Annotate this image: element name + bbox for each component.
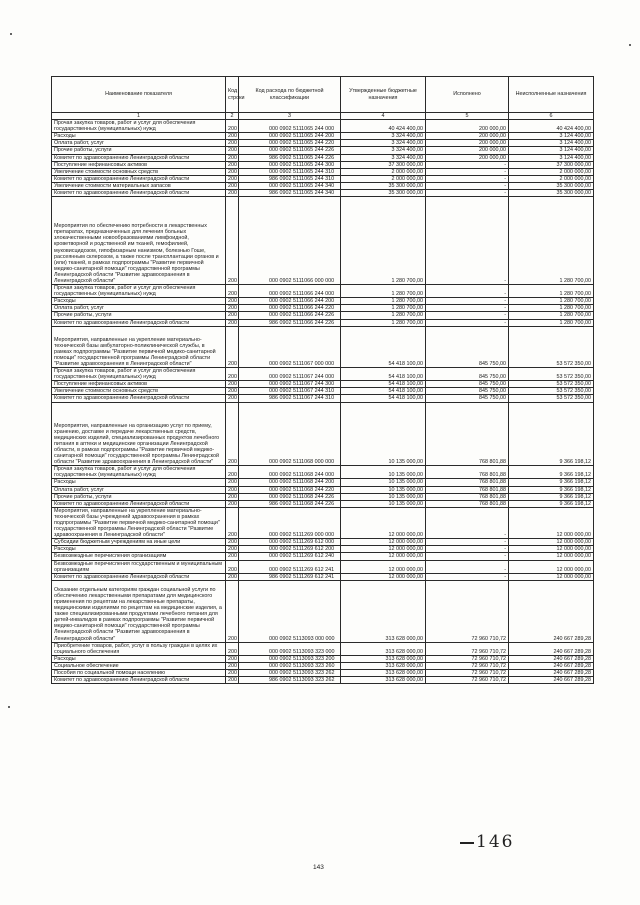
row-executed: 72 960 710,72	[426, 677, 509, 684]
row-approved: 1 280 700,00	[341, 312, 426, 319]
row-code: 200	[226, 388, 239, 395]
row-unexecuted: 40 424 400,00	[509, 120, 594, 133]
row-code: 200	[226, 298, 239, 305]
row-executed: 72 960 710,72	[426, 580, 509, 642]
header-code: Код строки	[226, 77, 239, 113]
row-kbk: 000 0902 5111066 244 000	[239, 285, 341, 298]
column-number-row	[52, 113, 594, 120]
row-approved: 35 300 000,00	[341, 182, 426, 189]
row-unexecuted: 240 667 289,28	[509, 580, 594, 642]
header-kbk: Код расхода по бюджетной классификации	[239, 77, 341, 113]
table-row	[52, 670, 594, 677]
row-executed: 845 750,00	[426, 388, 509, 395]
row-code: 200	[226, 402, 239, 466]
page-number: 143	[313, 864, 324, 871]
row-name: Расходы	[52, 655, 226, 662]
header-unexecuted: Неисполненные назначения	[509, 77, 594, 113]
row-name: Прочие работы, услуги	[52, 147, 226, 154]
row-code: 200	[226, 319, 239, 326]
table-row	[52, 493, 594, 500]
colnum: 1	[52, 113, 226, 120]
row-approved: 10 135 000,00	[341, 466, 426, 479]
row-unexecuted: 1 280 700,00	[509, 305, 594, 312]
row-approved: 10 135 000,00	[341, 486, 426, 493]
table-row	[52, 553, 594, 560]
row-kbk: 000 0902 5111068 000 000	[239, 402, 341, 466]
row-code: 200	[226, 190, 239, 197]
row-approved: 1 280 700,00	[341, 197, 426, 285]
row-unexecuted: 53 572 350,00	[509, 395, 594, 402]
row-approved: 12 000 000,00	[341, 573, 426, 580]
row-approved: 1 280 700,00	[341, 298, 426, 305]
row-executed: -	[426, 298, 509, 305]
row-kbk: 000 0902 5111067 244 300	[239, 381, 341, 388]
row-name: Оказание отдельным категориям граждан социальной услуги по обеспечению лекарственными препаратами для медицинского применения по рецептам на лекарственные препараты, медицинскими изделиями по рецептам на медицинские изделия, а также специализированными продуктами лечебного питания для детей-инвалидов в рамках подпрограммы "Развитие первичной медико-санитарной помощи" государственной программы Ленинградской области "Развитие здравоохранения в Ленинградской области"	[52, 580, 226, 642]
row-unexecuted: 240 667 289,28	[509, 677, 594, 684]
row-unexecuted: 3 124 400,00	[509, 154, 594, 161]
row-kbk: 000 0902 5111065 244 200	[239, 133, 341, 140]
row-name: Комитет по здравоохранению Ленинградской области	[52, 677, 226, 684]
row-approved: 2 000 000,00	[341, 175, 426, 182]
row-kbk: 000 0902 5111068 244 220	[239, 486, 341, 493]
row-executed: 845 750,00	[426, 326, 509, 367]
table-row	[52, 395, 594, 402]
row-kbk: 000 0902 5111065 244 300	[239, 161, 341, 168]
row-code: 200	[226, 285, 239, 298]
row-code: 200	[226, 560, 239, 573]
row-code: 200	[226, 655, 239, 662]
row-name: Прочая закупка товаров, работ и услуг для обеспечения государственных (муниципальных) нужд	[52, 368, 226, 381]
row-kbk: 000 0902 5111067 244 310	[239, 388, 341, 395]
row-executed: -	[426, 319, 509, 326]
row-executed: -	[426, 553, 509, 560]
row-kbk: 000 0902 5111068 244 226	[239, 493, 341, 500]
row-name: Прочая закупка товаров, работ и услуг для обеспечения государственных (муниципальных) нужд	[52, 285, 226, 298]
row-kbk: 000 0902 5111065 244 000	[239, 120, 341, 133]
row-kbk: 000 0902 5111269 612 000	[239, 539, 341, 546]
row-kbk: 000 0902 5111269 000 000	[239, 507, 341, 538]
table-body	[52, 120, 594, 684]
row-code: 200	[226, 466, 239, 479]
row-executed: -	[426, 312, 509, 319]
row-unexecuted: 9 366 198,12	[509, 500, 594, 507]
row-code: 200	[226, 147, 239, 154]
row-unexecuted: 12 000 000,00	[509, 546, 594, 553]
row-kbk: 986 0902 5111066 244 226	[239, 319, 341, 326]
row-code: 200	[226, 553, 239, 560]
table-row	[52, 560, 594, 573]
row-code: 200	[226, 312, 239, 319]
table-row	[52, 466, 594, 479]
row-name: Прочая закупка товаров, работ и услуг для обеспечения государственных (муниципальных) нужд	[52, 466, 226, 479]
table-row	[52, 381, 594, 388]
row-name: Комитет по здравоохранению Ленинградской области	[52, 500, 226, 507]
row-code: 200	[226, 120, 239, 133]
table-row	[52, 312, 594, 319]
table-row	[52, 655, 594, 662]
row-code: 200	[226, 140, 239, 147]
row-approved: 12 000 000,00	[341, 560, 426, 573]
row-kbk: 986 0902 5111068 244 226	[239, 500, 341, 507]
row-approved: 313 628 000,00	[341, 642, 426, 655]
table-row	[52, 580, 594, 642]
row-kbk: 000 0902 5113093 323 260	[239, 662, 341, 669]
row-name: Расходы	[52, 546, 226, 553]
row-kbk: 000 0902 5111269 612 200	[239, 546, 341, 553]
row-name: Прочие работы, услуги	[52, 493, 226, 500]
row-name: Оплата работ, услуг	[52, 140, 226, 147]
row-approved: 10 135 000,00	[341, 402, 426, 466]
row-name: Комитет по здравоохранению Ленинградской области	[52, 175, 226, 182]
colnum: 3	[239, 113, 341, 120]
row-approved: 12 000 000,00	[341, 553, 426, 560]
row-kbk: 000 0902 5111067 244 000	[239, 368, 341, 381]
row-approved: 54 418 100,00	[341, 388, 426, 395]
row-name: Комитет по здравоохранению Ленинградской области	[52, 573, 226, 580]
scan-speck	[10, 33, 12, 35]
table-row	[52, 197, 594, 285]
table-row	[52, 326, 594, 367]
row-unexecuted: 240 667 289,28	[509, 662, 594, 669]
row-name: Расходы	[52, 479, 226, 486]
row-executed: -	[426, 507, 509, 538]
row-kbk: 986 0902 5111065 244 310	[239, 175, 341, 182]
table-row	[52, 662, 594, 669]
row-executed: 200 000,00	[426, 147, 509, 154]
row-name: Социальное обеспечение	[52, 662, 226, 669]
row-name: Безвозмездные перечисления организациям	[52, 553, 226, 560]
row-name: Оплата работ, услуг	[52, 305, 226, 312]
table-row	[52, 539, 594, 546]
row-approved: 313 628 000,00	[341, 677, 426, 684]
row-kbk: 986 0902 5111065 244 226	[239, 154, 341, 161]
row-code: 200	[226, 500, 239, 507]
budget-execution-table	[51, 76, 594, 684]
row-code: 200	[226, 493, 239, 500]
row-executed: -	[426, 161, 509, 168]
row-code: 200	[226, 642, 239, 655]
row-unexecuted: 12 000 000,00	[509, 573, 594, 580]
table-row	[52, 305, 594, 312]
row-approved: 1 280 700,00	[341, 285, 426, 298]
table-row	[52, 175, 594, 182]
row-executed: -	[426, 560, 509, 573]
table-row	[52, 168, 594, 175]
row-name: Комитет по здравоохранению Ленинградской области	[52, 319, 226, 326]
table-row	[52, 507, 594, 538]
table-row	[52, 388, 594, 395]
header-approved: Утвержденные бюджетные назначения	[341, 77, 426, 113]
row-name: Расходы	[52, 133, 226, 140]
table-row	[52, 486, 594, 493]
row-kbk: 000 0902 5111065 244 310	[239, 168, 341, 175]
row-kbk: 986 0902 5111269 612 241	[239, 573, 341, 580]
row-code: 200	[226, 662, 239, 669]
row-approved: 54 418 100,00	[341, 368, 426, 381]
row-unexecuted: 9 366 198,12	[509, 493, 594, 500]
row-executed: 768 801,88	[426, 466, 509, 479]
row-approved: 12 000 000,00	[341, 546, 426, 553]
row-executed: -	[426, 197, 509, 285]
row-approved: 12 000 000,00	[341, 507, 426, 538]
row-name: Расходы	[52, 298, 226, 305]
row-approved: 3 324 400,00	[341, 133, 426, 140]
row-unexecuted: 1 280 700,00	[509, 312, 594, 319]
row-code: 200	[226, 133, 239, 140]
row-executed: 72 960 710,72	[426, 670, 509, 677]
row-approved: 1 280 700,00	[341, 319, 426, 326]
row-executed: 845 750,00	[426, 381, 509, 388]
row-executed: -	[426, 305, 509, 312]
stamp-dash	[460, 842, 474, 844]
row-code: 200	[226, 381, 239, 388]
table-row	[52, 402, 594, 466]
header-name: Наименование показателя	[52, 77, 226, 113]
row-name: Безвозмездные перечисления государственным и муниципальным организациям	[52, 560, 226, 573]
row-unexecuted: 37 300 000,00	[509, 161, 594, 168]
row-approved: 3 324 400,00	[341, 154, 426, 161]
row-kbk: 000 0902 5111067 000 000	[239, 326, 341, 367]
row-unexecuted: 240 667 289,28	[509, 670, 594, 677]
row-unexecuted: 9 366 198,12	[509, 479, 594, 486]
row-executed: 768 801,88	[426, 486, 509, 493]
row-unexecuted: 12 000 000,00	[509, 507, 594, 538]
row-name: Прочая закупка товаров, работ и услуг для обеспечения государственных (муниципальных) нужд	[52, 120, 226, 133]
row-approved: 10 135 000,00	[341, 493, 426, 500]
row-approved: 10 135 000,00	[341, 500, 426, 507]
table-row	[52, 147, 594, 154]
row-approved: 12 000 000,00	[341, 539, 426, 546]
table-row	[52, 154, 594, 161]
row-kbk: 000 0902 5111068 244 000	[239, 466, 341, 479]
row-code: 200	[226, 326, 239, 367]
header-row	[52, 77, 594, 113]
row-unexecuted: 9 366 198,12	[509, 466, 594, 479]
table-row	[52, 642, 594, 655]
row-executed: 200 000,00	[426, 120, 509, 133]
row-code: 200	[226, 573, 239, 580]
row-unexecuted: 12 000 000,00	[509, 553, 594, 560]
row-name: Поступление нефинансовых активов	[52, 161, 226, 168]
colnum: 5	[426, 113, 509, 120]
colnum: 4	[341, 113, 426, 120]
row-executed: 200 000,00	[426, 133, 509, 140]
scan-speck	[8, 706, 10, 708]
row-code: 200	[226, 670, 239, 677]
row-unexecuted: 12 000 000,00	[509, 560, 594, 573]
table-row	[52, 161, 594, 168]
row-approved: 3 324 400,00	[341, 147, 426, 154]
row-code: 200	[226, 182, 239, 189]
row-name: Субсидии бюджетным учреждениям на иные цели	[52, 539, 226, 546]
row-approved: 313 628 000,00	[341, 662, 426, 669]
row-kbk: 000 0902 5111065 244 340	[239, 182, 341, 189]
row-unexecuted: 9 366 198,12	[509, 486, 594, 493]
row-approved: 313 628 000,00	[341, 655, 426, 662]
table-row	[52, 285, 594, 298]
page-stamp-number: 146	[476, 832, 515, 852]
row-code: 200	[226, 368, 239, 381]
table-row	[52, 500, 594, 507]
row-kbk: 000 0902 5111068 244 200	[239, 479, 341, 486]
table-row	[52, 133, 594, 140]
row-kbk: 986 0902 5113093 323 262	[239, 677, 341, 684]
table-row	[52, 479, 594, 486]
row-executed: -	[426, 546, 509, 553]
row-unexecuted: 3 124 400,00	[509, 140, 594, 147]
row-name: Мероприятия, направленные на укрепление материально-технической базы учреждений здравоохранения в рамках подпрограммы "Развитие первичной медико-санитарной помощи" государственной программы Ленинградской области "Развитие здравоохранения в Ленинградской области"	[52, 507, 226, 538]
row-kbk: 000 0902 5111066 000 000	[239, 197, 341, 285]
row-executed: -	[426, 539, 509, 546]
row-executed: -	[426, 175, 509, 182]
row-kbk: 000 0902 5111065 244 226	[239, 147, 341, 154]
row-name: Комитет по здравоохранению Ленинградской области	[52, 395, 226, 402]
row-executed: 768 801,88	[426, 479, 509, 486]
row-executed: 768 801,88	[426, 402, 509, 466]
row-code: 200	[226, 154, 239, 161]
table-row	[52, 120, 594, 133]
row-code: 200	[226, 168, 239, 175]
row-executed: -	[426, 168, 509, 175]
row-approved: 54 418 100,00	[341, 395, 426, 402]
row-kbk: 000 0902 5111269 612 241	[239, 560, 341, 573]
table-row	[52, 298, 594, 305]
row-name: Прочие работы, услуги	[52, 312, 226, 319]
row-unexecuted: 53 572 350,00	[509, 368, 594, 381]
row-executed: 72 960 710,72	[426, 662, 509, 669]
row-executed: 768 801,88	[426, 500, 509, 507]
colnum: 6	[509, 113, 594, 120]
row-name: Увеличение стоимости основных средств	[52, 168, 226, 175]
table-row	[52, 182, 594, 189]
row-unexecuted: 1 280 700,00	[509, 298, 594, 305]
row-name: Комитет по здравоохранению Ленинградской области	[52, 190, 226, 197]
row-code: 200	[226, 546, 239, 553]
row-name: Мероприятия по обеспечению потребности в лекарственных препаратах, предназначенных для лечения больных злокачественными новообразованиями лимфоидной, кроветворной и родственной им тканей, гемофилией, муковисцидозом, гипофизарным нанизмом, болезнью Гоше, рассеянным склерозом, а также после трансплантации органов и (или) тканей, в рамках подпрограммы "Развитие первичной медико-санитарной помощи" государственной программы Ленинградской области "Развитие здравоохранения в Ленинградской области"	[52, 197, 226, 285]
row-executed: -	[426, 182, 509, 189]
row-code: 200	[226, 580, 239, 642]
row-executed: 845 750,00	[426, 368, 509, 381]
row-kbk: 000 0902 5111269 612 240	[239, 553, 341, 560]
row-approved: 37 300 000,00	[341, 161, 426, 168]
row-executed: -	[426, 573, 509, 580]
row-name: Приобретение товаров, работ, услуг в пользу граждан в целях их социального обеспечения	[52, 642, 226, 655]
row-unexecuted: 240 667 289,28	[509, 642, 594, 655]
row-kbk: 000 0902 5111066 244 200	[239, 298, 341, 305]
row-unexecuted: 2 000 000,00	[509, 168, 594, 175]
row-approved: 2 000 000,00	[341, 168, 426, 175]
row-code: 200	[226, 507, 239, 538]
row-executed: -	[426, 190, 509, 197]
header-executed: Исполнено	[426, 77, 509, 113]
scan-speck	[629, 44, 631, 46]
row-kbk: 000 0902 5111065 244 220	[239, 140, 341, 147]
row-unexecuted: 3 124 400,00	[509, 147, 594, 154]
row-name: Мероприятия, направленные на организацию услуг по приему, хранению, доставке и передаче лекарственных средств, медицинских изделий, специализированных продуктов лечебного питания в аптеки и медицинские организации Ленинградской области, в рамках подпрограммы "Развитие первичной медико-санитарной помощи" государственной программы Ленинградской области "Развитие здравоохранения в Ленинградской области"	[52, 402, 226, 466]
row-name: Комитет по здравоохранению Ленинградской области	[52, 154, 226, 161]
row-unexecuted: 2 000 000,00	[509, 175, 594, 182]
row-code: 200	[226, 161, 239, 168]
row-name: Мероприятия, направленные на укрепление материально-технической базы амбулаторно-поликлинической службы, в рамках подпрограммы "Развитие первичной медико-санитарной помощи" государственной программы Ленинградской области "Развитие здравоохранения в Ленинградской области"	[52, 326, 226, 367]
row-approved: 1 280 700,00	[341, 305, 426, 312]
row-code: 200	[226, 479, 239, 486]
row-unexecuted: 53 572 350,00	[509, 326, 594, 367]
row-code: 200	[226, 305, 239, 312]
row-unexecuted: 35 300 000,00	[509, 182, 594, 189]
row-unexecuted: 35 300 000,00	[509, 190, 594, 197]
row-executed: -	[426, 285, 509, 298]
row-kbk: 986 0902 5111065 244 340	[239, 190, 341, 197]
row-unexecuted: 1 280 700,00	[509, 197, 594, 285]
row-approved: 40 424 400,00	[341, 120, 426, 133]
colnum: 2	[226, 113, 239, 120]
row-unexecuted: 1 280 700,00	[509, 319, 594, 326]
row-code: 200	[226, 175, 239, 182]
row-kbk: 000 0902 5111066 244 220	[239, 305, 341, 312]
row-kbk: 000 0902 5113093 323 200	[239, 655, 341, 662]
row-unexecuted: 53 572 350,00	[509, 388, 594, 395]
row-code: 200	[226, 395, 239, 402]
row-name: Увеличение стоимости материальных запасов	[52, 182, 226, 189]
row-executed: 200 000,00	[426, 154, 509, 161]
row-unexecuted: 12 000 000,00	[509, 539, 594, 546]
row-unexecuted: 240 667 289,28	[509, 655, 594, 662]
row-name: Оплата работ, услуг	[52, 486, 226, 493]
row-executed: 768 801,88	[426, 493, 509, 500]
row-unexecuted: 53 572 350,00	[509, 381, 594, 388]
row-executed: 72 960 710,72	[426, 655, 509, 662]
row-approved: 54 418 100,00	[341, 326, 426, 367]
row-name: Увеличение стоимости основных средств	[52, 388, 226, 395]
table-row	[52, 319, 594, 326]
row-executed: 200 000,00	[426, 140, 509, 147]
row-approved: 313 628 000,00	[341, 580, 426, 642]
row-code: 200	[226, 486, 239, 493]
table-row	[52, 190, 594, 197]
table-row	[52, 140, 594, 147]
row-name: Пособия по социальной помощи населению	[52, 670, 226, 677]
row-code: 200	[226, 677, 239, 684]
row-kbk: 986 0902 5111067 244 310	[239, 395, 341, 402]
row-code: 200	[226, 539, 239, 546]
table-row	[52, 368, 594, 381]
row-executed: 72 960 710,72	[426, 642, 509, 655]
row-unexecuted: 9 366 198,12	[509, 402, 594, 466]
table-row	[52, 573, 594, 580]
row-unexecuted: 1 280 700,00	[509, 285, 594, 298]
row-approved: 313 628 000,00	[341, 670, 426, 677]
row-approved: 3 324 400,00	[341, 140, 426, 147]
row-unexecuted: 3 124 400,00	[509, 133, 594, 140]
row-name: Поступление нефинансовых активов	[52, 381, 226, 388]
row-approved: 10 135 000,00	[341, 479, 426, 486]
row-approved: 35 300 000,00	[341, 190, 426, 197]
row-kbk: 000 0902 5111066 244 226	[239, 312, 341, 319]
row-code: 200	[226, 197, 239, 285]
row-kbk: 000 0902 5113093 000 000	[239, 580, 341, 642]
row-approved: 54 418 100,00	[341, 381, 426, 388]
row-kbk: 000 0902 5113093 323 262	[239, 670, 341, 677]
table-row	[52, 677, 594, 684]
row-kbk: 000 0902 5113093 323 000	[239, 642, 341, 655]
row-executed: 845 750,00	[426, 395, 509, 402]
table-row	[52, 546, 594, 553]
